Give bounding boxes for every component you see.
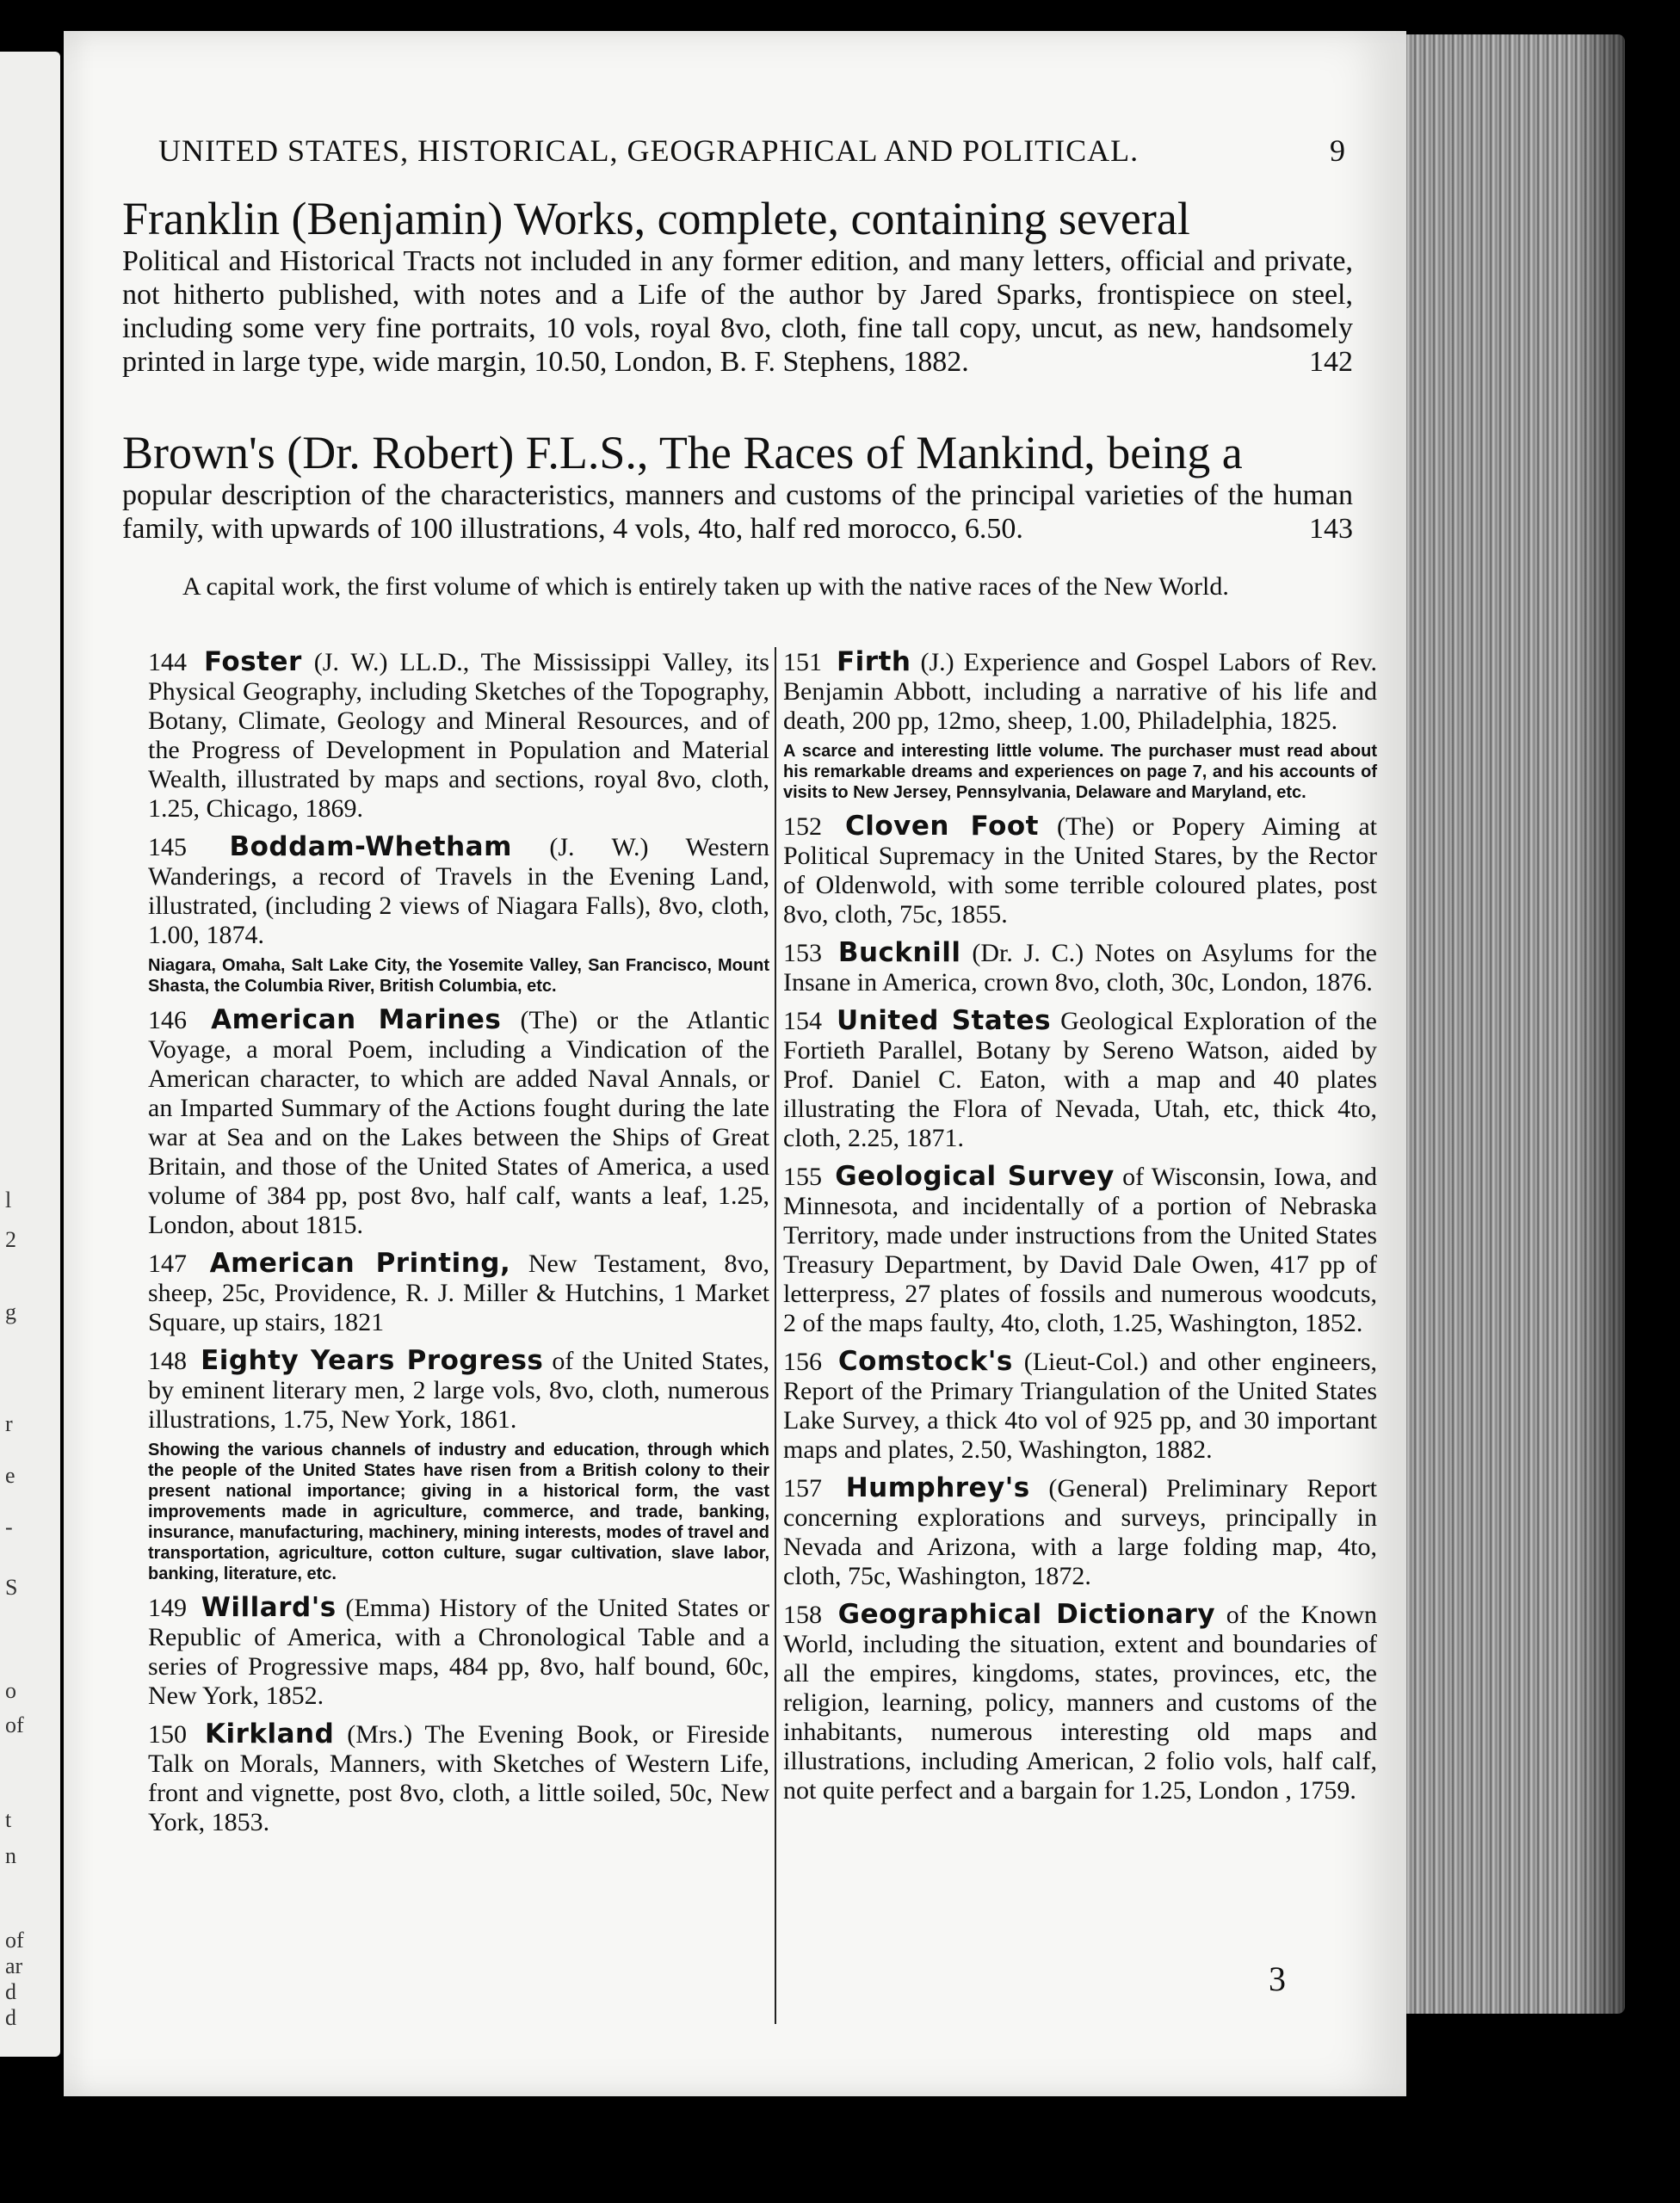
catalogue-page [64,31,1406,2096]
item-number: 149 [148,1594,187,1622]
item-number: 154 [783,1007,822,1035]
item-description: (Dr. J. C.) Notes on Asylums for the Insane in America, crown 8vo, cloth, 30c, London, 1876. [783,939,1378,997]
catalogue-item [148,1593,769,1711]
item-heading: Bucknill [837,937,961,968]
column-divider [775,647,776,2024]
item-number: 147 [148,1250,187,1278]
item-note: A scarce and interesting little volume. The purchaser must read about his remarkable dreams and experiences on page 7, and his accounts of visits to New Jersey, Pennsylvania, Delaware and Maryland, etc. [783,742,1377,802]
margin-fragment: l [5,1188,12,1213]
catalogue-entry [122,193,1353,379]
catalogue-item [783,1347,1377,1465]
running-head-title: UNITED STATES, HISTORICAL, GEOGRAPHICAL AND POLITICAL. [158,133,1140,168]
margin-fragment: o [5,1678,16,1703]
catalogue-item [783,938,1377,997]
book-fore-edge [1401,34,1625,2014]
item-number: 144 [148,648,187,676]
item-heading: American Printing, [209,1248,511,1279]
page-number: 9 [1330,133,1346,168]
item-number: 148 [148,1347,187,1375]
margin-fragment: d [5,1979,16,2004]
entry-lead: Franklin (Benjamin) Works, complete, containing several [122,193,1190,244]
catalogue-item [783,1473,1377,1591]
margin-fragment: n [5,1843,16,1868]
item-number: 158 [783,1601,822,1629]
catalogue-item [783,1006,1377,1153]
entry-number: 142 [1309,346,1353,378]
entry-text: popular description of the characteristics, manners and customs of the principal varieties of the human family, with upwards of 100 illustrations, 4 vols, 4to, half red morocco, 6.50. 143 [122,479,1353,545]
item-description: of the Known World, including the situation, extent and boundaries of all the empires, kingdoms, states, provinces, etc, the religion, learning, policy, manners and customs of the inhabitants, numerous interesting old maps and illustrations, including American, 2 folio vols, half calf, not quite perfect and a bargain for 1.25, London , 1759. [783,1601,1377,1805]
running-head [158,133,1346,169]
facing-page-edge [0,52,60,2057]
catalogue-item [148,1346,769,1584]
item-number: 152 [783,812,822,841]
margin-fragment: - [5,1515,13,1540]
item-description: (Emma) History of the United States or Republic of America, with a Chronological Table and a series of Progressive maps, 484 pp, 8vo, half bound, 60c, New York, 1852. [148,1594,770,1710]
item-description: (J. W.) LL.D., The Mississippi Valley, its Physical Geography, including Sketches of the Topography, Botany, Climate, Geology and Mineral Resources, and of the Progress of Development in Population and Material Wealth, illustrated by maps and sections, royal 8vo, cloth, 1.25, Chicago, 1869. [148,648,769,823]
item-description: (The) or the Atlantic Voyage, a moral Poem, including a Vindication of the American character, to which are added Naval Annals, or an Imparted Summary of the Actions fought during the late war at Sea and on the Lakes between the Ships of Great Britain, and those of the United States of America, a used volume of 384 pp, post 8vo, half calf, wants a leaf, 1.25, London, about 1815. [148,1006,770,1239]
catalogue-item [148,647,769,824]
item-description: (The) or Popery Aiming at Political Supremacy in the United Stares, by the Rector of Oldenwold, with some terrible coloured plates, post 8vo, cloth, 75c, 1855. [783,812,1377,929]
item-heading: United States [837,1005,1052,1036]
item-number: 157 [783,1474,822,1503]
item-heading: Boddam-Whetham [229,831,512,862]
catalogue-item [783,811,1377,929]
item-number: 151 [783,648,822,676]
margin-fragment: S [5,1575,18,1600]
catalogue-item [783,647,1377,803]
catalogue-item [148,1249,769,1337]
item-heading: American Marines [211,1004,502,1035]
item-description: of Wisconsin, Iowa, and Minnesota, and incidentally of a portion of Nebraska Territory, made under instructions from the United States Treasury Department, by David Dale Owen, 417 pp of letterpress, 27 plates of fossils and numerous woodcuts, 2 of the maps faulty, 4to, cloth, 1.25, Washington, 1852. [783,1163,1378,1337]
item-description: (Mrs.) The Evening Book, or Fireside Talk on Morals, Manners, with Sketches of Western Life, front and vignette, post 8vo, cloth, a little soiled, 50c, New York, 1853. [148,1720,770,1836]
margin-fragment: of [5,1712,24,1737]
item-heading: Humphrey's [845,1472,1030,1503]
item-heading: Comstock's [837,1346,1013,1377]
item-heading: Firth [837,646,911,677]
margin-fragment: of [5,1928,24,1953]
item-description: (J. W.) Western Wanderings, a record of Travels in the Evening Land, illustrated, (including 2 views of Niagara Falls), 8vo, cloth, 1.00, 1874. [148,833,770,949]
item-note: Showing the various channels of industry and education, through which the people of the United States have risen from a British colony to their present national importance; giving in a historical form, the vast improvements made in agriculture, commerce, and trade, banking, insurance, manufacturing, machinery, mining interests, modes of travel and transportation, agriculture, cotton culture, sugar cultivation, slave labor, banking, literature, etc. [148,1441,769,1583]
item-number: 153 [783,939,822,967]
entry-note: A capital work, the first volume of which is entirely taken up with the native races of the New World. [182,572,1229,601]
item-note: Niagara, Omaha, Salt Lake City, the Yosemite Valley, San Francisco, Mount Shasta, the Columbia River, British Columbia, etc. [148,956,769,996]
margin-fragment: t [5,1807,12,1832]
item-description: Geological Exploration of the Fortieth Parallel, Botany by Sereno Watson, aided by Prof. Daniel C. Eaton, with a map and 40 plates illustrating the Flora of Nevada, Utah, etc, thick 4to, cloth, 2.25, 1871. [783,1007,1378,1152]
catalogue-item [148,1005,769,1240]
item-number: 155 [783,1163,822,1191]
item-description: (General) Preliminary Report concerning explorations and surveys, principally in Nevada and Arizona, with a large folding map, 4to, cloth, 75c, Washington, 1872. [783,1474,1377,1590]
margin-fragment: e [5,1463,15,1488]
item-description: of the United States, by eminent literary men, 2 large vols, 8vo, cloth, numerous illustrations, 1.75, New York, 1861. [148,1347,770,1434]
entry-lead: Brown's (Dr. Robert) F.L.S., The Races of Mankind, being a [122,427,1243,478]
signature-mark: 3 [1269,1959,1286,1998]
item-number: 146 [148,1006,187,1034]
item-number: 156 [783,1348,822,1376]
item-heading: Geological Survey [835,1161,1115,1192]
item-number: 150 [148,1720,187,1749]
catalogue-item [783,1600,1377,1805]
catalogue-item [148,832,769,997]
margin-fragment: d [5,2005,16,2030]
catalogue-item [148,1719,769,1837]
margin-fragment: ar [5,1953,23,1978]
margin-fragment: 2 [5,1227,16,1252]
item-description: New Testament, 8vo, sheep, 25c, Providence, R. J. Miller & Hutchins, 1 Market Square, up stairs, 1821 [148,1250,770,1336]
item-heading: Foster [203,646,302,677]
item-heading: Eighty Years Progress [201,1345,544,1376]
margin-fragment: g [5,1299,16,1324]
item-heading: Kirkland [204,1719,335,1749]
catalogue-item [783,1162,1377,1338]
right-column [783,647,1377,1814]
item-number: 145 [148,833,187,861]
item-description: (Lieut-Col.) and other engineers, Report of the Primary Triangulation of the United States Lake Survey, a thick 4to vol of 925 pp, and 30 important maps and plates, 2.50, Washington, 1882. [783,1348,1377,1464]
item-heading: Geographical Dictionary [837,1599,1216,1630]
catalogue-entry [122,427,1353,546]
item-heading: Cloven Foot [844,811,1039,842]
entry-text: Political and Historical Tracts not included in any former edition, and many letters, official and private, not hitherto published, with notes and a Life of the author by Jared Sparks, frontispiece on steel, including some very fine portraits, 10 vols, royal 8vo, cloth, fine tall copy, uncut, as new, handsomely printed in large type, wide margin, 10.50, London, B. F. Stephens, 1882. 142 [122,245,1353,378]
item-description: (J.) Experience and Gospel Labors of Rev. Benjamin Abbott, including a narrative of his life and death, 200 pp, 12mo, sheep, 1.00, Philadelphia, 1825. [783,648,1378,735]
margin-fragment: r [5,1411,13,1436]
left-column [148,647,769,1846]
item-heading: Willard's [201,1592,337,1623]
entry-number: 143 [1309,513,1353,545]
